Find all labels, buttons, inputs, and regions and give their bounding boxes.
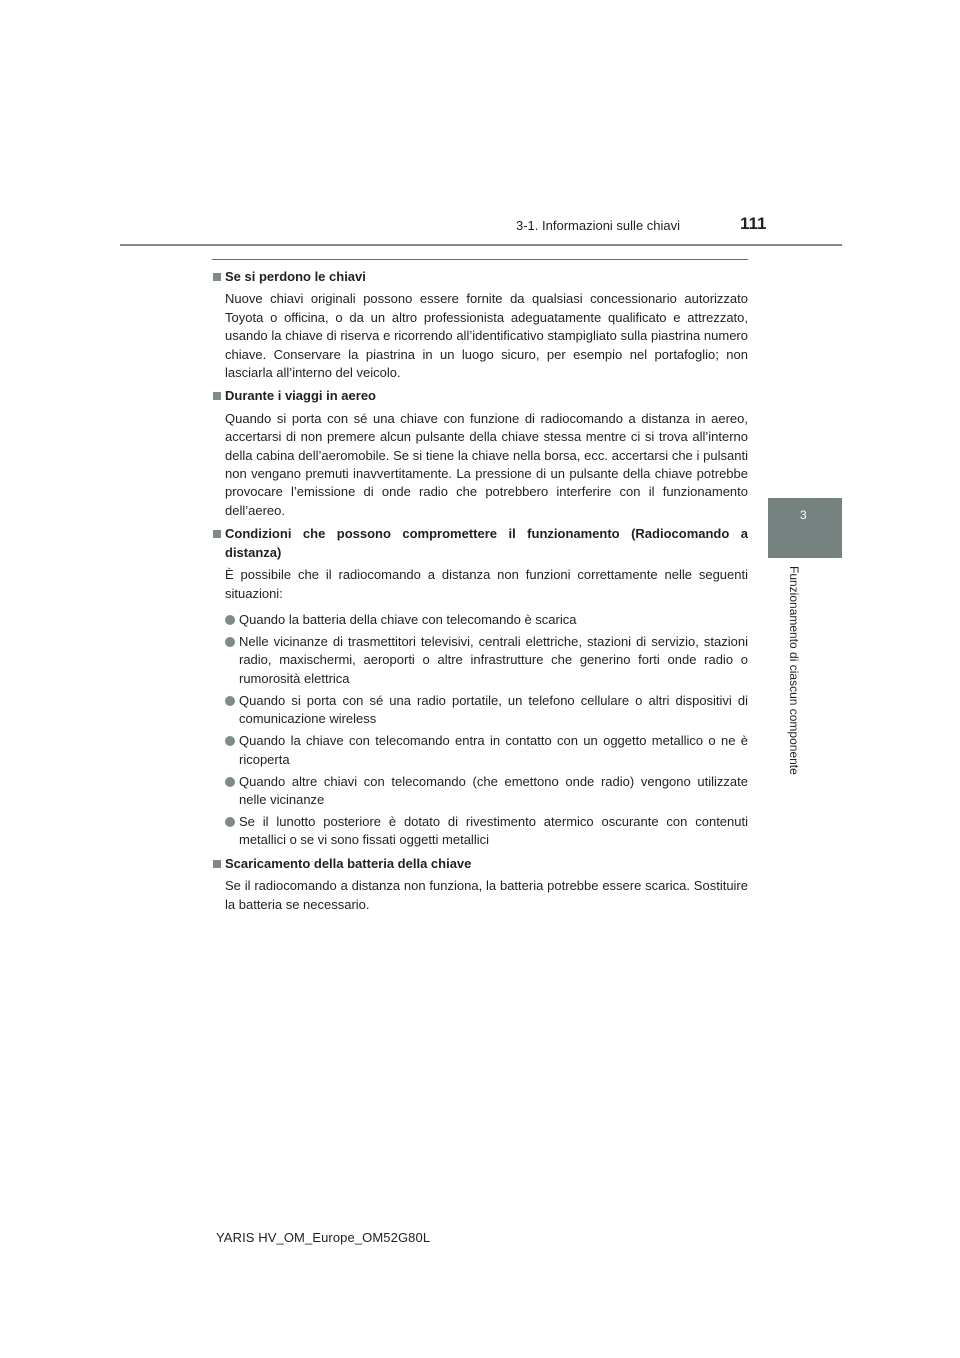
square-bullet-icon — [213, 530, 221, 538]
section-conditions — [212, 525, 748, 849]
main-content — [212, 268, 748, 919]
section-body: Se il radiocomando a distanza non funziona, la batteria potrebbe essere scarica. Sostituire la batteria se necessario. — [225, 878, 748, 912]
section-body: È possibile che il radiocomando a distanza non funzioni correttamente nelle seguenti situazioni: — [225, 567, 748, 601]
list-item-text: Nelle vicinanze di trasmettitori televisivi, centrali elettriche, stazioni di servizio, stazioni radio, maxischermi, aeroporti o altre infrastrutture che generino forti onde radio o rumorosità elettrica — [239, 633, 748, 686]
section-heading — [212, 855, 748, 873]
section-lost-keys — [212, 268, 748, 382]
round-bullet-icon — [225, 615, 235, 625]
section-heading-text: Condizioni che possono compromettere il funzionamento (Radiocomando a distanza) — [225, 526, 748, 560]
section-heading — [212, 525, 748, 562]
content-top-divider — [212, 259, 748, 260]
list-item-text: Se il lunotto posteriore è dotato di rivestimento atermico oscurante con contenuti metallici o se vi sono fissati oggetti metallici — [239, 813, 748, 848]
list-item — [225, 692, 748, 729]
round-bullet-icon — [225, 777, 235, 787]
round-bullet-icon — [225, 817, 235, 827]
list-item-text: Quando si porta con sé una radio portatile, un telefono cellulare o altri dispositivi di comunicazione wireless — [239, 692, 748, 727]
section-battery — [212, 855, 748, 914]
square-bullet-icon — [213, 392, 221, 400]
list-item — [225, 732, 748, 769]
round-bullet-icon — [225, 696, 235, 706]
section-heading — [212, 268, 748, 286]
list-item — [225, 773, 748, 810]
round-bullet-icon — [225, 736, 235, 746]
conditions-list — [225, 611, 748, 850]
section-heading-text: Se si perdono le chiavi — [225, 269, 366, 284]
section-body: Quando si porta con sé una chiave con funzione di radiocomando a distanza in aereo, accertarsi di non premere alcun pulsante della chiave stessa mentre ci si trova all’interno della cabina dell’aeromobile. Se si tiene la chiave nella borsa, ecc. accertarsi che i pulsanti non vengano premuti inavvertitamente. La pressione di un pulsante della chiave potrebbe provocare l’emissione di onde radio che potrebbero interferire con il funzionamento dell’aereo. — [225, 410, 748, 518]
chapter-tab-number: 3 — [800, 508, 807, 522]
list-item — [225, 633, 748, 688]
list-item-text: Quando altre chiavi con telecomando (che emettono onde radio) vengono utilizzate nelle vicinanze — [239, 773, 748, 807]
section-body: Nuove chiavi originali possono essere fornite da qualsiasi concessionario autorizzato Toyota o officina, o da un altro professionista adeguatamente qualificato e attrezzato, usando la chiave di riserva e ricorrendo all’identificativo stampigliato sulla piastrina numero chiave. Conservare la piastrina in un luogo sicuro, per esempio nel portafoglio; non lasciarla all’interno del veicolo. — [225, 291, 748, 381]
chapter-tab — [768, 498, 842, 558]
square-bullet-icon — [213, 273, 221, 281]
chapter-side-title: Funzionamento di ciascun componente — [787, 566, 801, 775]
round-bullet-icon — [225, 637, 235, 647]
list-item — [225, 813, 748, 850]
list-item — [225, 611, 748, 629]
section-heading-text: Durante i viaggi in aereo — [225, 388, 376, 404]
section-heading — [212, 387, 748, 405]
list-item-text: Quando la chiave con telecomando entra in contatto con un oggetto metallico o ne è ricoperta — [239, 733, 748, 767]
header-divider — [120, 244, 842, 246]
section-heading-text: Scaricamento della batteria della chiave — [225, 855, 472, 871]
header-section-title: 3-1. Informazioni sulle chiavi — [516, 218, 681, 233]
section-air-travel — [212, 387, 748, 520]
list-item-text: Quando la batteria della chiave con telecomando è scarica — [239, 611, 577, 627]
footer-doc-code: YARIS HV_OM_Europe_OM52G80L — [216, 1230, 431, 1245]
page-number: 111 — [740, 214, 767, 233]
square-bullet-icon — [213, 860, 221, 868]
